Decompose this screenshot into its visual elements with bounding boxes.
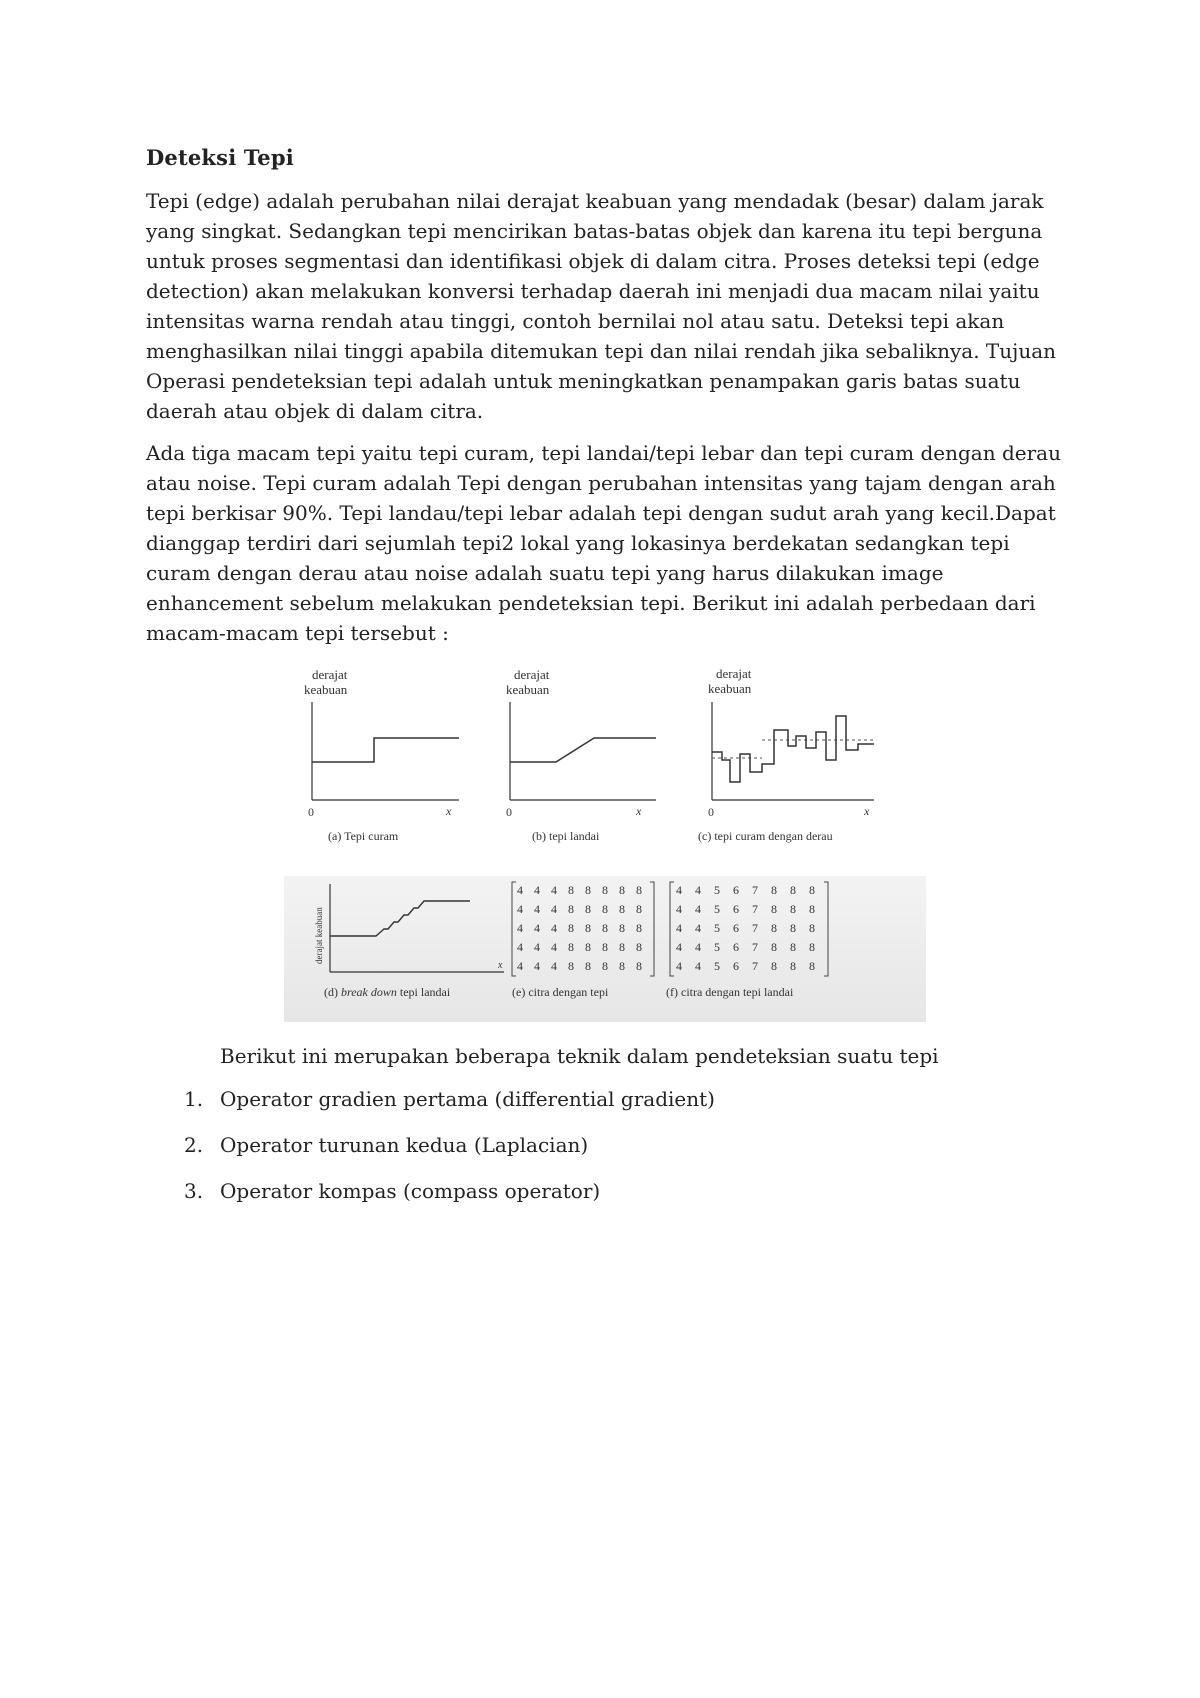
matrix-cell: 8 bbox=[568, 959, 574, 973]
matrix-cell: 8 bbox=[771, 883, 777, 897]
figure-top-svg bbox=[284, 660, 926, 848]
list-item-label: Operator turunan kedua (Laplacian) bbox=[220, 1133, 589, 1157]
paragraph-edge-definition: Tepi (edge) adalah perubahan nilai derajat keabuan yang mendadak (besar) dalam jarak yang singkat. Sedangkan tepi mencirikan batas-batas objek dan karena itu tepi berguna untuk proses segmentasi dan identifikasi objek di dalam citra. Proses deteksi tepi (edge detection) akan melakukan konversi terhadap daerah ini menjadi dua macam nilai yaitu intensitas warna rendah atau tinggi, contoh bernilai nol atau satu. Deteksi tepi akan menghasilkan nilai tinggi apabila ditemukan tepi dan nilai rendah jika sebaliknya. Tujuan Operasi pendeteksian tepi adalah untuk meningkatkan penampakan garis batas suatu daerah atau objek di dalam citra. bbox=[146, 189, 1057, 423]
matrix-cell: 4 bbox=[695, 902, 701, 916]
caption-d-suffix: tepi landai bbox=[396, 985, 451, 999]
figure-bottom-panel bbox=[284, 876, 926, 1022]
matrix-cell: 4 bbox=[534, 940, 540, 954]
figure-top-panel bbox=[284, 660, 926, 848]
list-item-number: 2. bbox=[184, 1133, 204, 1157]
caption-a: (a) Tepi curam bbox=[328, 829, 399, 843]
matrix-cell: 4 bbox=[551, 902, 557, 916]
matrix-cell: 4 bbox=[676, 940, 682, 954]
matrix-cell: 4 bbox=[676, 902, 682, 916]
matrix-cell: 7 bbox=[752, 883, 758, 897]
graph-b-xlabel: x bbox=[636, 804, 642, 818]
matrix-cell: 8 bbox=[809, 959, 815, 973]
graph-d-ylabel: derajat keabuan bbox=[314, 907, 324, 964]
matrix-cell: 4 bbox=[534, 921, 540, 935]
caption-d-italic: break down bbox=[341, 985, 397, 999]
matrix-cell: 8 bbox=[771, 921, 777, 935]
matrix-cell: 8 bbox=[809, 921, 815, 935]
matrix-cell: 8 bbox=[619, 921, 625, 935]
matrix-cell: 6 bbox=[733, 940, 739, 954]
caption-e: (e) citra dengan tepi bbox=[512, 985, 609, 999]
matrix-cell: 5 bbox=[714, 883, 720, 897]
graph-b-origin: 0 bbox=[506, 805, 512, 819]
graph-a-origin: 0 bbox=[308, 805, 314, 819]
graph-a-xlabel: x bbox=[446, 804, 452, 818]
matrix-cell: 8 bbox=[619, 883, 625, 897]
graph-c-curve bbox=[712, 716, 874, 782]
graph-c-ylabel-1: derajat bbox=[716, 666, 752, 681]
matrix-cell: 8 bbox=[790, 940, 796, 954]
matrix-cell: 4 bbox=[695, 959, 701, 973]
matrix-cell: 8 bbox=[602, 940, 608, 954]
matrix-cell: 8 bbox=[568, 902, 574, 916]
caption-c: (c) tepi curam dengan derau bbox=[698, 829, 833, 843]
matrix-cell: 8 bbox=[585, 921, 591, 935]
paragraph-edge-types: Ada tiga macam tepi yaitu tepi curam, tepi landai/tepi lebar dan tepi curam dengan derau atau noise. Tepi curam adalah Tepi dengan perubahan intensitas yang tajam dengan arah tepi berkisar 90%. Tepi landau/tepi lebar adalah tepi dengan sudut arah yang kecil.Dapat dianggap terdiri dari sejumlah tepi2 lokal yang lokasinya berdekatan sedangkan tepi curam dengan derau atau noise adalah suatu tepi yang harus dilakukan image enhancement sebelum melakukan pendeteksian tepi. Berikut ini adalah perbedaan dari macam-macam tepi tersebut : bbox=[146, 441, 1061, 645]
caption-f: (f) citra dengan tepi landai bbox=[666, 985, 794, 999]
matrix-f bbox=[666, 882, 828, 999]
matrix-cell: 4 bbox=[551, 959, 557, 973]
matrix-cell: 4 bbox=[695, 940, 701, 954]
document-page bbox=[146, 145, 1066, 1224]
graph-c bbox=[698, 666, 874, 843]
matrix-cell: 4 bbox=[534, 902, 540, 916]
matrix-cell: 7 bbox=[752, 959, 758, 973]
matrix-cell: 8 bbox=[771, 940, 777, 954]
matrix-cell: 8 bbox=[619, 940, 625, 954]
matrix-cell: 4 bbox=[517, 921, 523, 935]
graph-c-xlabel: x bbox=[864, 804, 870, 818]
list-item-label: Operator kompas (compass operator) bbox=[220, 1179, 601, 1203]
matrix-cell: 8 bbox=[602, 921, 608, 935]
matrix-cell: 8 bbox=[602, 902, 608, 916]
matrix-cell: 5 bbox=[714, 921, 720, 935]
list-item bbox=[146, 1132, 1066, 1158]
list-item-label: Operator gradien pertama (differential gradient) bbox=[220, 1087, 715, 1111]
matrix-cell: 8 bbox=[809, 902, 815, 916]
matrix-cell: 8 bbox=[790, 959, 796, 973]
graph-c-ylabel-2: keabuan bbox=[708, 681, 752, 696]
matrix-cell: 6 bbox=[733, 883, 739, 897]
matrix-cell: 4 bbox=[676, 883, 682, 897]
matrix-cell: 8 bbox=[771, 902, 777, 916]
matrix-cell: 8 bbox=[790, 921, 796, 935]
list-item bbox=[146, 1086, 1066, 1112]
matrix-cell: 8 bbox=[568, 940, 574, 954]
techniques-intro: Berikut ini merupakan beberapa teknik dalam pendeteksian suatu tepi bbox=[220, 1044, 939, 1068]
matrix-cell: 4 bbox=[695, 921, 701, 935]
matrix-cell: 7 bbox=[752, 940, 758, 954]
matrix-cell: 8 bbox=[585, 959, 591, 973]
graph-b-ylabel-2: keabuan bbox=[506, 682, 550, 697]
matrix-cell: 6 bbox=[733, 902, 739, 916]
matrix-cell: 4 bbox=[551, 921, 557, 935]
figure-bottom-svg bbox=[284, 876, 926, 1022]
page-title: Deteksi Tepi bbox=[146, 145, 294, 170]
matrix-cell: 8 bbox=[809, 940, 815, 954]
caption-b: (b) tepi landai bbox=[532, 829, 600, 843]
caption-d-prefix: (d) bbox=[324, 985, 341, 999]
techniques-list bbox=[146, 1086, 1066, 1204]
matrix-cell: 8 bbox=[636, 883, 642, 897]
matrix-cell: 8 bbox=[568, 921, 574, 935]
matrix-cell: 8 bbox=[585, 940, 591, 954]
matrix-cell: 5 bbox=[714, 959, 720, 973]
edge-types-figure bbox=[284, 660, 926, 1022]
matrix-cell: 8 bbox=[602, 883, 608, 897]
matrix-cell: 8 bbox=[619, 959, 625, 973]
graph-b-ylabel-1: derajat bbox=[514, 667, 550, 682]
matrix-cell: 6 bbox=[733, 959, 739, 973]
matrix-cell: 8 bbox=[809, 883, 815, 897]
matrix-cell: 4 bbox=[534, 883, 540, 897]
matrix-cell: 4 bbox=[551, 883, 557, 897]
matrix-cell: 8 bbox=[585, 883, 591, 897]
matrix-cell: 4 bbox=[676, 959, 682, 973]
list-item bbox=[146, 1178, 1066, 1204]
graph-a-ylabel-1: derajat bbox=[312, 667, 348, 682]
matrix-cell: 4 bbox=[517, 902, 523, 916]
matrix-cell: 8 bbox=[636, 959, 642, 973]
matrix-cell: 4 bbox=[551, 940, 557, 954]
graph-b-curve bbox=[510, 738, 656, 762]
matrix-cell: 4 bbox=[517, 883, 523, 897]
matrix-cell: 7 bbox=[752, 921, 758, 935]
matrix-cell: 8 bbox=[771, 959, 777, 973]
matrix-cell: 5 bbox=[714, 902, 720, 916]
matrix-cell: 6 bbox=[733, 921, 739, 935]
matrix-cell: 8 bbox=[636, 921, 642, 935]
graph-d-curve bbox=[330, 901, 470, 936]
graph-b bbox=[506, 667, 656, 843]
matrix-cell: 8 bbox=[636, 940, 642, 954]
matrix-cell: 5 bbox=[714, 940, 720, 954]
matrix-cell: 8 bbox=[619, 902, 625, 916]
matrix-cell: 4 bbox=[534, 959, 540, 973]
graph-a bbox=[304, 667, 459, 843]
matrix-cell: 8 bbox=[790, 883, 796, 897]
matrix-cell: 8 bbox=[602, 959, 608, 973]
matrix-cell: 4 bbox=[517, 959, 523, 973]
matrix-cell: 8 bbox=[790, 902, 796, 916]
matrix-cell: 4 bbox=[517, 940, 523, 954]
graph-c-origin: 0 bbox=[708, 805, 714, 819]
matrix-cell: 4 bbox=[695, 883, 701, 897]
matrix-e bbox=[512, 882, 654, 999]
matrix-cell: 8 bbox=[636, 902, 642, 916]
matrix-cell: 7 bbox=[752, 902, 758, 916]
list-item-number: 1. bbox=[184, 1087, 204, 1111]
list-item-number: 3. bbox=[184, 1179, 204, 1203]
graph-a-ylabel-2: keabuan bbox=[304, 682, 348, 697]
graph-d bbox=[314, 884, 504, 999]
matrix-cell: 8 bbox=[585, 902, 591, 916]
caption-d bbox=[324, 985, 451, 999]
graph-d-xlabel: x bbox=[498, 960, 503, 971]
matrix-cell: 4 bbox=[676, 921, 682, 935]
matrix-cell: 8 bbox=[568, 883, 574, 897]
graph-a-curve bbox=[312, 738, 459, 762]
